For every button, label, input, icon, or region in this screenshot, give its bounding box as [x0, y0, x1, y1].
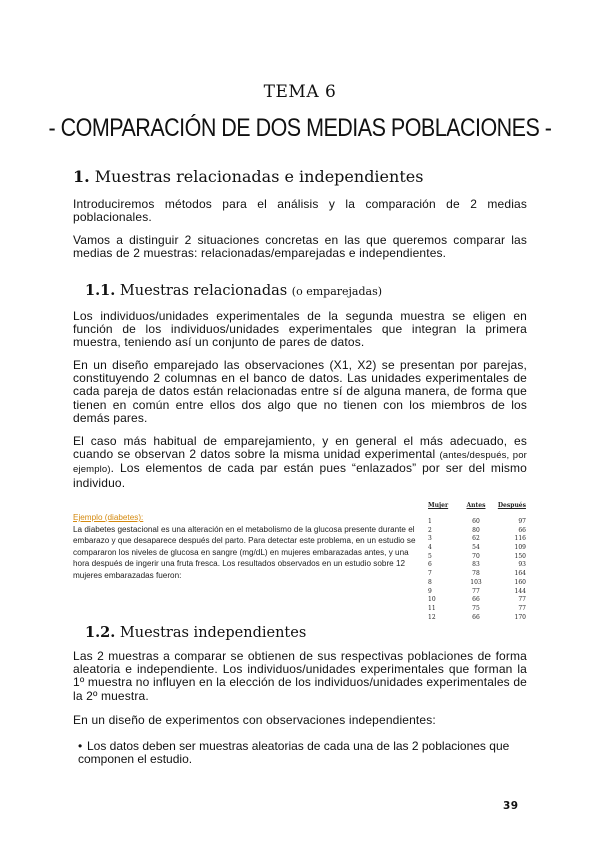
- example-text: La diabetes gestacional es una alteración en el metabolismo de la glucosa presente durante el embarazo y que desaparece después del parto. Para detectar este problema, en un estudio se compararon los niveles de glucosa en sangre (mg/dL) en mujeres embarazadas antes, y una hora después de ingerir una fruta fresca. Los resultados observados en un estudio sobre 12 mujeres embarazadas fueron:: [73, 524, 416, 580]
- table-row: [426, 518, 526, 527]
- section-1-paragraph-1: Introduciremos métodos para el análisis y la comparación de 2 medias poblacionales.: [73, 197, 527, 225]
- table-cell-mujer: 3: [428, 535, 432, 543]
- table-row: [426, 535, 526, 544]
- section-1-2-number: 1.2.: [85, 624, 116, 641]
- section-1-2-paragraph-1: Las 2 muestras a comparar se obtienen de sus respectivas poblaciones de forma aleatoria e independiente. Los individuos/unidades experimentales que forman la 1º muestra no influyen en la elección de los individuos/unidades experimentales de la 2º muestra.: [73, 649, 527, 703]
- table-cell-antes: 62: [472, 535, 480, 543]
- table-cell-despues: 164: [514, 570, 526, 578]
- section-1-heading: [73, 167, 423, 186]
- table-body: [426, 518, 526, 622]
- table-row: [426, 614, 526, 623]
- table-cell-despues: 144: [514, 587, 526, 595]
- table-row: [426, 570, 526, 579]
- table-row: [426, 544, 526, 553]
- table-row: [426, 553, 526, 562]
- table-cell-mujer: 10: [428, 596, 436, 604]
- table-cell-antes: 83: [472, 561, 480, 569]
- table-header: [426, 502, 526, 509]
- table-cell-antes: 78: [472, 570, 480, 578]
- table-cell-mujer: 8: [428, 578, 432, 586]
- table-cell-mujer: 5: [428, 552, 432, 560]
- table-cell-antes: 66: [472, 613, 480, 621]
- section-1-2-title: Muestras independientes: [119, 625, 307, 641]
- section-1-1-paragraph-3: [73, 435, 527, 490]
- table-cell-despues: 116: [514, 535, 526, 543]
- table-row: [426, 561, 526, 570]
- section-1-1-heading: [85, 282, 382, 299]
- glucose-data-table: [426, 502, 526, 622]
- table-row: [426, 605, 526, 614]
- table-row: [426, 588, 526, 597]
- table-cell-despues: 93: [518, 561, 526, 569]
- table-cell-despues: 150: [514, 552, 526, 560]
- section-1-2-paragraph-2: En un diseño de experimentos con observaciones independientes:: [73, 713, 436, 727]
- table-cell-antes: 54: [472, 544, 480, 552]
- table-cell-mujer: 6: [428, 561, 432, 569]
- bullet-item: [78, 740, 528, 766]
- section-1-2-heading: [85, 624, 306, 641]
- bullet-text: Los datos deben ser muestras aleatorias de cada una de las 2 poblaciones que componen el estudio.: [78, 739, 510, 767]
- page-number: 39: [503, 800, 519, 812]
- table-cell-antes: 103: [470, 578, 482, 586]
- page-title: - COMPARACIÓN DE DOS MEDIAS POBLACIONES -: [48, 114, 552, 142]
- section-1-1-paragraph-3-part-a: El caso más habitual de emparejamiento, y en general el más adecuado, es cuando se observan 2 datos sobre la misma unidad experimental: [73, 434, 527, 462]
- section-1-1-title: Muestras relacionadas: [119, 283, 288, 299]
- section-1-1-paragraph-2: En un diseño emparejado las observaciones (X1, X2) se presentan por parejas, constituyendo 2 columnas en el banco de datos. Las unidades experimentales de cada pareja de datos están relacionadas entre sí de alguna manera, de forma que tienen en común entre ellos dos algo que no tienen con los miembros de los demás pares.: [73, 358, 527, 425]
- table-cell-mujer: 11: [428, 604, 436, 612]
- table-cell-mujer: 7: [428, 570, 432, 578]
- example-box: [73, 512, 420, 582]
- table-cell-antes: 70: [472, 552, 480, 560]
- table-cell-despues: 77: [518, 604, 526, 612]
- section-1-1-subtitle: (o emparejadas): [291, 285, 383, 298]
- section-1-1-paragraph-3-part-c: . Los elementos de cada par están pues “enlazados” por ser del mismo individuo.: [73, 461, 527, 490]
- table-cell-despues: 109: [514, 544, 526, 552]
- section-1-paragraph-2: Vamos a distinguir 2 situaciones concretas en las que queremos comparar las medias de 2 muestras: relacionadas/emparejadas e independientes.: [73, 233, 527, 261]
- table-cell-mujer: 1: [428, 518, 432, 525]
- table-cell-mujer: 12: [428, 613, 436, 621]
- table-row: [426, 527, 526, 536]
- table-header-mujer: Mujer: [428, 502, 449, 509]
- table-cell-antes: 77: [472, 587, 480, 595]
- table-cell-mujer: 2: [428, 526, 432, 534]
- section-1-number: 1.: [73, 167, 90, 186]
- table-cell-antes: 66: [472, 596, 480, 604]
- table-cell-antes: 80: [472, 526, 480, 534]
- section-1-1-paragraph-3-part-b: (antes/después, por ejemplo): [73, 450, 527, 476]
- table-cell-antes: 75: [472, 604, 480, 612]
- table-cell-antes: 60: [472, 518, 480, 525]
- table-cell-mujer: 9: [428, 587, 432, 595]
- section-1-1-number: 1.1.: [85, 282, 116, 299]
- table-cell-despues: 170: [514, 613, 526, 621]
- table-cell-mujer: 4: [428, 544, 432, 552]
- example-title: Ejemplo (diabetes):: [73, 513, 144, 522]
- section-1-title: Muestras relacionadas e independientes: [94, 167, 424, 186]
- chapter-label: TEMA 6: [263, 82, 337, 102]
- bullet-dot-icon: •: [78, 739, 83, 753]
- section-1-1-paragraph-1: Los individuos/unidades experimentales de la segunda muestra se eligen en función de los individuos/unidades experimentales que integran la primera muestra, teniendo así un conjunto de pares de datos.: [73, 309, 527, 350]
- table-row: [426, 579, 526, 588]
- table-cell-despues: 66: [518, 526, 526, 534]
- table-row: [426, 596, 526, 605]
- table-cell-despues: 97: [518, 518, 526, 525]
- table-header-antes: Antes: [466, 502, 486, 509]
- table-header-despues: Después: [497, 502, 526, 509]
- table-cell-despues: 160: [514, 578, 526, 586]
- table-cell-despues: 77: [518, 596, 526, 604]
